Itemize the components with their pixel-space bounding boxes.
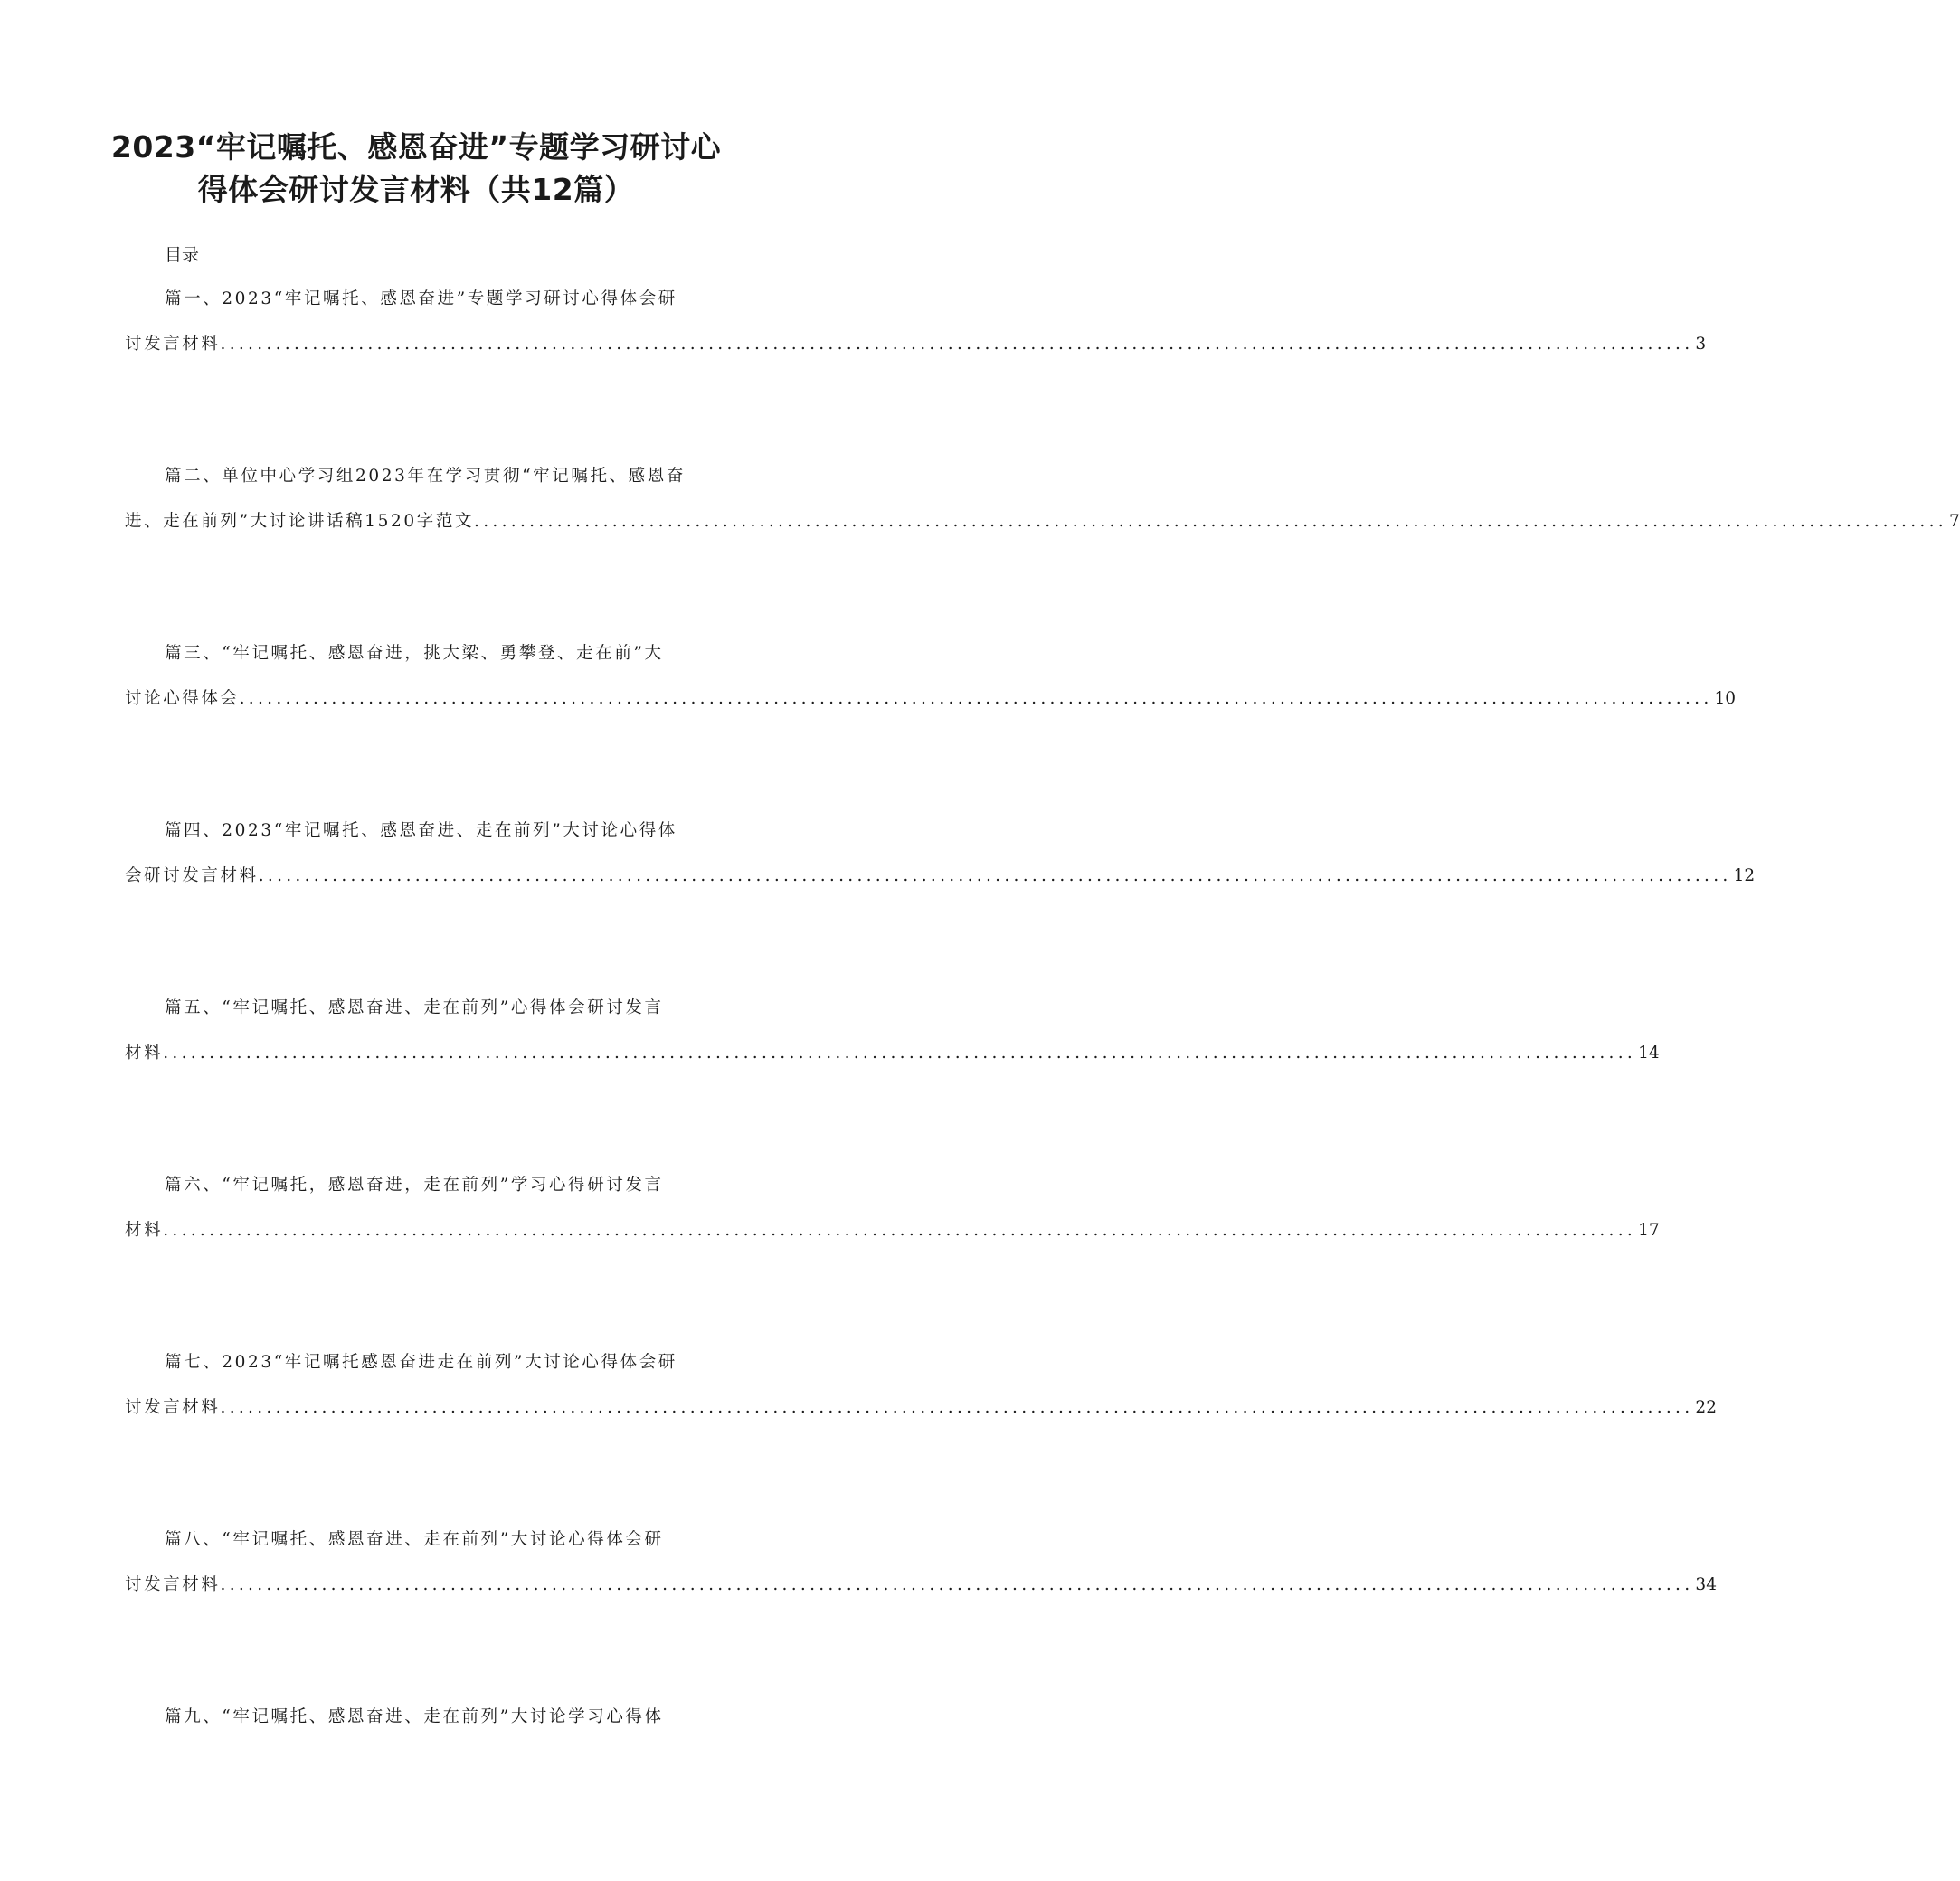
- toc-entry-continuation: [125, 331, 1707, 358]
- toc-leader-dots: ................................................................................................................................................................: [474, 512, 1947, 531]
- toc-entry-8[interactable]: [125, 1527, 1717, 1704]
- table-of-contents: [125, 286, 1960, 1881]
- toc-leader-dots: ................................................................................................................................................................: [220, 335, 1694, 354]
- toc-page-number: 34: [1695, 1575, 1717, 1594]
- toc-entry-title-cont: 材料: [125, 1044, 164, 1063]
- toc-entry-title: 篇二、单位中心学习组2023年在学习贯彻“牢记嘱托、感恩奋: [165, 467, 686, 486]
- toc-entry-7[interactable]: [125, 1349, 1717, 1527]
- toc-entry-continuation: [125, 685, 1737, 713]
- toc-entry-3[interactable]: [125, 640, 1737, 818]
- toc-entry-title-cont: 材料: [125, 1221, 164, 1240]
- toc-entry-title-cont: 讨发言材料: [125, 1575, 221, 1594]
- toc-entry-continuation: [125, 508, 1960, 535]
- toc-leader-dots: ................................................................................................................................................................: [258, 866, 1732, 885]
- toc-entry-continuation: [125, 1040, 1660, 1067]
- toc-page-number: 3: [1695, 335, 1707, 354]
- toc-entry-2[interactable]: [125, 463, 1960, 640]
- toc-entry-continuation: [125, 1394, 1717, 1422]
- toc-entry-title: 篇六、“牢记嘱托，感恩奋进，走在前列”学习心得研讨发言: [165, 1176, 664, 1195]
- toc-entry-title-cont: 讨发言材料: [125, 1398, 221, 1417]
- toc-entry-title-cont: 讨发言材料: [125, 335, 221, 354]
- toc-entry-4[interactable]: [125, 818, 1756, 995]
- toc-entry-continuation: [125, 863, 1756, 890]
- toc-entry-title-cont: 会研讨发言材料: [125, 866, 259, 885]
- toc-entry-5[interactable]: [125, 995, 1660, 1172]
- toc-leader-dots: ................................................................................................................................................................: [220, 1575, 1694, 1594]
- toc-heading: 目录: [165, 245, 200, 265]
- toc-leader-dots: ................................................................................................................................................................: [163, 1221, 1637, 1240]
- toc-page-number: 22: [1695, 1398, 1717, 1417]
- toc-entry-continuation: [125, 1572, 1717, 1599]
- toc-entry-title: 篇四、2023“牢记嘱托、感恩奋进、走在前列”大讨论心得体: [165, 821, 677, 840]
- toc-entry-title: 篇三、“牢记嘱托、感恩奋进，挑大梁、勇攀登、走在前”大: [165, 644, 664, 663]
- toc-entry-1[interactable]: [125, 286, 1707, 463]
- toc-leader-dots: ................................................................................................................................................................: [163, 1044, 1637, 1063]
- toc-entry-title-cont: 讨论心得体会: [125, 689, 240, 708]
- toc-entry-continuation: [125, 1217, 1660, 1244]
- toc-entry-title: 篇九、“牢记嘱托、感恩奋进、走在前列”大讨论学习心得体: [165, 1707, 664, 1726]
- toc-page-number: 17: [1638, 1221, 1660, 1240]
- toc-page-number: 14: [1638, 1044, 1660, 1063]
- toc-entry-9[interactable]: [125, 1704, 704, 1881]
- toc-entry-title: 篇七、2023“牢记嘱托感恩奋进走在前列”大讨论心得体会研: [165, 1353, 677, 1372]
- toc-leader-dots: ................................................................................................................................................................: [239, 689, 1713, 708]
- toc-entry-6[interactable]: [125, 1172, 1660, 1349]
- toc-page-number: 10: [1714, 689, 1737, 708]
- toc-page-number: 7: [1948, 512, 1960, 531]
- toc-page-number: 12: [1733, 866, 1756, 885]
- toc-leader-dots: ................................................................................................................................................................: [220, 1398, 1694, 1417]
- document-title-line-2: 得体会研讨发言材料（共12篇）: [197, 172, 635, 207]
- toc-entry-title-cont: 进、走在前列”大讨论讲话稿1520字范文: [125, 512, 475, 531]
- document-title-line-1: 2023“牢记嘱托、感恩奋进”专题学习研讨心: [110, 129, 722, 165]
- toc-entry-title: 篇一、2023“牢记嘱托、感恩奋进”专题学习研讨心得体会研: [165, 289, 677, 308]
- toc-entry-title: 篇五、“牢记嘱托、感恩奋进、走在前列”心得体会研讨发言: [165, 998, 664, 1017]
- toc-entry-title: 篇八、“牢记嘱托、感恩奋进、走在前列”大讨论心得体会研: [165, 1530, 664, 1549]
